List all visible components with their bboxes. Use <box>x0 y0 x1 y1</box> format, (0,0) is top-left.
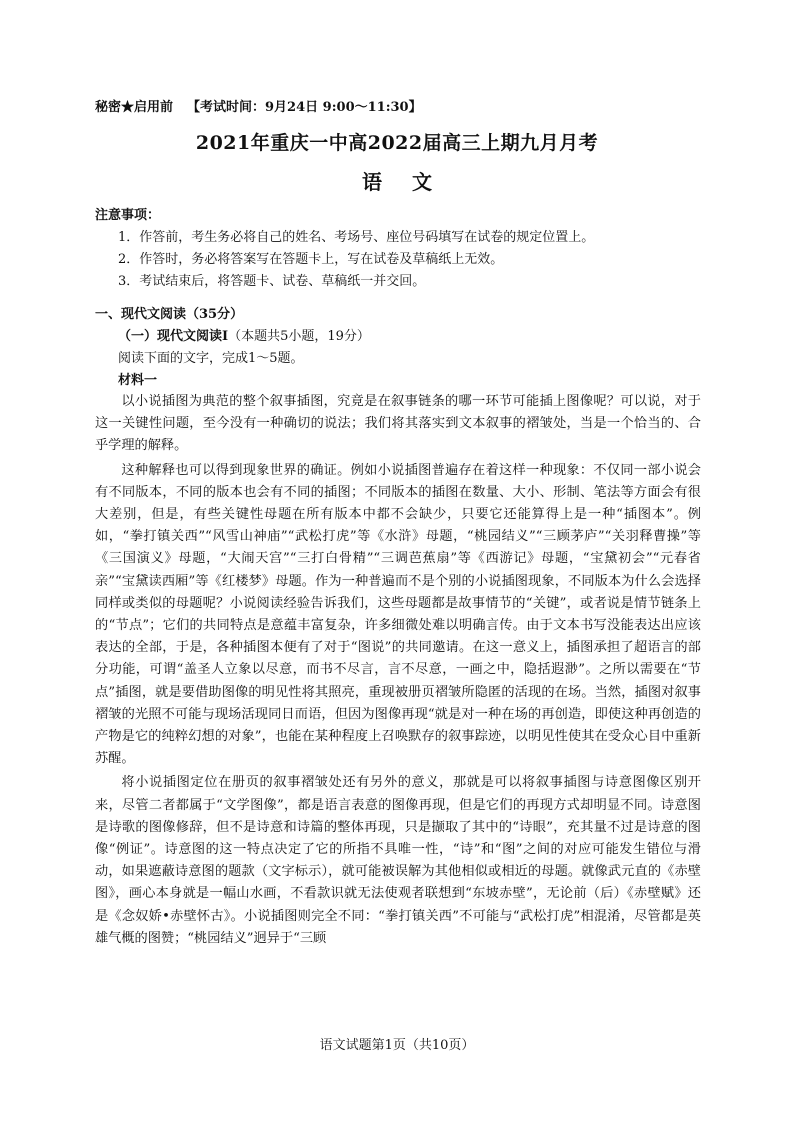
confidential-mark: 秘密★启用前 <box>95 100 174 115</box>
subsection-title <box>118 325 370 344</box>
notice-item: 1．作答前，考生务必将自己的姓名、考场号、座位号码填写在试卷的规定位置上。 <box>118 230 595 245</box>
notice-heading: 注意事项： <box>95 208 161 223</box>
subsection-label: （一）现代文阅读Ⅰ <box>118 329 229 344</box>
subject-title: 语文 <box>362 170 462 194</box>
page-footer: 语文试题第1页（共10页） <box>319 1038 475 1053</box>
passage-paragraph: 以小说插图为典范的整个叙事插图，究竟是在叙事链条的哪一环节可能插上图像呢？可以说，对于这一关键性问题，至今没有一种确切的说法；我们将其落实到文本叙事的褶皱处，当是一个恰当的、合乎学理的解释。 <box>95 394 701 454</box>
subsection-score: （本题共5小题，19分） <box>228 329 370 344</box>
passage <box>95 391 701 952</box>
passage-paragraph: 这种解释也可以得到现象世界的确证。例如小说插图普遍存在着这样一种现象：不仅同一部小说会有不同版本，不同的版本也会有不同的插图；不同版本的插图在数量、大小、形制、笔法等方面会有很大差别，但是，有些关键性母题在所有版本中都不会缺少，只要它还能算得上是一种“插图本”。例如，“拳打镇关西”“风雪山神庙”“武松打虎”等《水浒》母题，“桃园结义”“三顾茅庐”“关羽释曹操”等《三国演义》母题，“大闹天宫”“三打白骨精”“三调芭蕉扇”等《西游记》母题，“宝黛初会”“元春省亲”“宝黛读西厢”等《红楼梦》母题。作为一种普遍而不是个别的小说插图现象，不同版本为什么会选择同样或类似的母题呢？小说阅读经验告诉我们，这些母题都是故事情节的“关键”，或者说是情节链条上的“节点”；它们的共同特点是意蕴丰富复杂，许多细微处难以明确言传。由于文本书写没能表达出应该表达的全部，于是，各种插图本便有了对于“图说”的共同邀请。在这一意义上，插图承担了超语言的部分功能，可谓“盖圣人立象以尽意，而书不尽言，言不尽意，一画之中，隐括遐渺”。之所以需要在“节点”插图，就是要借助图像的明见性将其照亮，重现被册页褶皱所隐匿的活现的在场。当然，插图对叙事褶皱的光照不可能与现场活现同日而语，但因为图像再现“就是对一种在场的再创造，即使这种再创造的产物是它的纯粹幻想的对象”，也能在某种程度上召唤默存的叙事踪迹，以明见性使其在受众心目中重新苏醒。 <box>95 462 701 767</box>
exam-time: 【考试时间：9月24日 9:00～11:30】 <box>187 100 422 115</box>
exam-title: 2021年重庆一中高2022届高三上期九月月考 <box>195 132 599 154</box>
notice-item: 3．考试结束后，将答题卡、试卷、草稿纸一并交回。 <box>118 274 426 289</box>
material-label: 材料一 <box>118 373 158 388</box>
reading-instruction: 阅读下面的文字，完成1～5题。 <box>118 351 304 366</box>
notice-item: 2．作答时，务必将答案写在答题卡上，写在试卷及草稿纸上无效。 <box>118 252 504 267</box>
passage-paragraph: 将小说插图定位在册页的叙事褶皱处还有另外的意义，那就是可以将叙事插图与诗意图像区别开来，尽管二者都属于“文学图像”，都是语言表意的图像再现，但是它们的再现方式却明显不同。诗意图是诗歌的图像修辞，但不是诗意和诗篇的整体再现，只是撷取了其中的“诗眼”，充其量不过是诗意的图像“例证”。诗意图的这一特点决定了它的所指不具唯一性，“诗”和“图”之间的对应可能发生错位与滑动，如果遮蔽诗意图的题款（文字标示），就可能被误解为其他相似或相近的母题。就像武元直的《赤壁图》，画心本身就是一幅山水画，不看款识就无法使观者联想到“东坡赤壁”，无论前（后）《赤壁赋》还是《念奴娇•赤壁怀古》。小说插图则完全不同：“拳打镇关西”不可能与“武松打虎”相混淆，尽管都是英雄气概的图赞；“桃园结义”迥异于“三顾 <box>95 775 701 946</box>
section-title: 一、现代文阅读（35分） <box>95 307 244 322</box>
header-line <box>95 96 422 115</box>
